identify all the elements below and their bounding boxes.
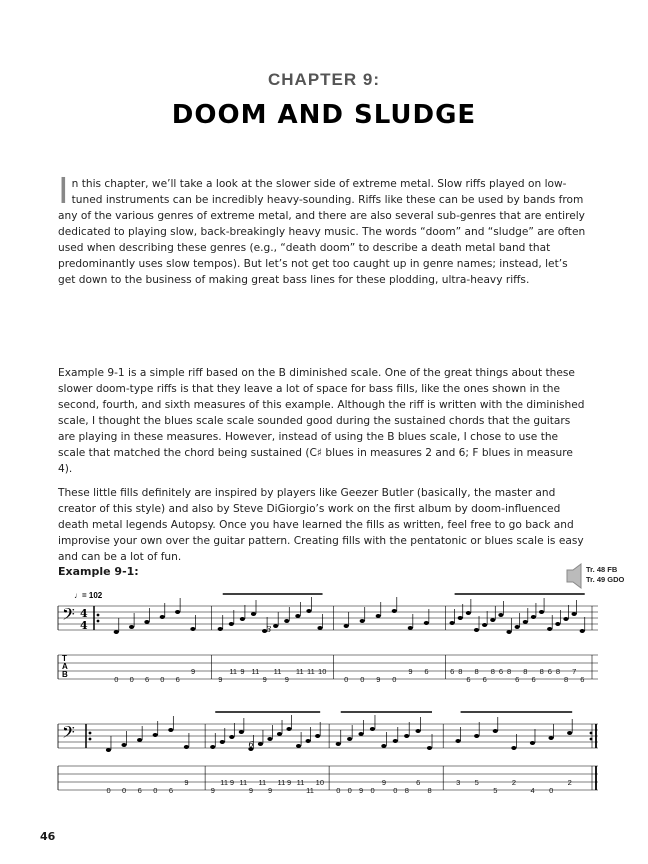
tab-number: 5 [474,778,479,787]
note-head [572,612,577,616]
page-number: 46 [40,830,56,843]
tab-number: 0 [393,786,398,795]
note-head [580,629,585,633]
note-head [284,619,289,623]
repeat-dot [97,614,100,617]
note-head [336,742,341,746]
tab-number: 0 [549,786,554,795]
tab-number: 8 [458,667,463,676]
note-head [567,731,572,735]
tab-number: 9 [287,778,292,787]
tab-number: 6 [498,667,504,676]
tab-number: 9 [262,675,267,684]
repeat-dot [590,732,593,735]
note-head [317,626,322,630]
note-head [392,609,397,613]
note-head [106,748,111,752]
note-head [190,627,195,631]
note-head [175,610,180,614]
tab-number: 11 [258,778,267,787]
tab-number: 8 [490,667,495,676]
note-head [376,614,381,618]
note-head [531,615,536,619]
tab-number: 9 [229,778,234,787]
tab-number: 6 [515,675,520,684]
note-head [358,732,363,736]
tab-number: 9 [184,778,189,787]
note-head [286,727,291,731]
note-head [393,739,398,743]
tab-number: 6 [531,675,536,684]
tab-number: 4 [530,786,535,795]
tab-number: 9 [240,667,245,676]
note-head [258,742,263,746]
note-head [306,609,311,613]
note-head [530,741,535,745]
note-head [370,727,375,731]
note-head [455,739,460,743]
tab-number: 8 [539,667,544,676]
tab-number: 0 [160,675,165,684]
tab-number: 0 [347,786,352,795]
tab-letter: A [62,662,68,671]
note-head [506,630,511,634]
tab-number: 9 [218,675,223,684]
note-head [493,729,498,733]
note-head [306,739,311,743]
tab-number: 0 [360,675,365,684]
tab-number: 8 [523,667,528,676]
note-head [450,621,455,625]
tab-number: 9 [381,778,387,787]
note-head [427,746,432,750]
tempo-marking: ♩= 102 [74,591,103,600]
repeat-dot [97,620,100,623]
note-head [129,625,134,629]
note-head [474,628,479,632]
note-head [144,620,149,624]
tuplet-marking: 3 [266,625,272,634]
tab-number: 6 [424,667,429,676]
tab-number: 8 [404,786,409,795]
tab-number: 8 [555,667,561,676]
note-head [220,740,225,744]
drop-cap: I [58,171,69,212]
tab-number: 6 [416,778,421,787]
tab-number: 6 [466,675,471,684]
tab-number: 8 [427,786,432,795]
time-signature-bottom: 4 [80,619,88,632]
tab-letter: T [62,654,67,663]
note-head [555,622,560,626]
note-head [153,733,158,737]
repeat-dot [89,738,92,741]
tab-number: 6 [168,786,173,795]
tab-number: 11 [273,667,282,676]
time-signature-top: 4 [80,607,88,620]
tab-number: 9 [359,786,364,795]
tab-number: 7 [572,667,577,676]
note-head [295,614,300,618]
note-head [273,624,278,628]
tab-number: 2 [567,778,572,787]
intro-text: n this chapter, we’ll take a look at the slower side of extreme metal. Slow riffs played on low-tuned instruments can be incredibly heavy-sounding. Riffs like these can be used by bands from any of the various genres of extreme metal, and there are also several sub-genres that are entirely dedicated to playing slow, back-breakingly heavy music. The words “doom” and “sludge” are often used when describing these genres (e.g., “death doom” to describe a death metal band that predominantly uses slow tempos). But let’s not get too caught up in genre names; instead, let’s get down to the business of making great bass lines for these plodding, ultra-heavy riffs. [58,178,586,286]
tab-number: 11 [306,667,315,676]
tab-number: 9 [284,675,289,684]
tab-number: 9 [376,675,381,684]
fills-paragraph: These little fills definitely are inspired by players like Geezer Butler (basically, the master and creator of this style) and also by Steve DiGiorgio’s work on the first album by doom-influenced death metal legends Autopsy. Once you have learned the fills as written, feel free to go back and improvise your own over the guitar pattern. Creating fills with the pentatonic or blues scale is easy and can be a lot of fun. [58,487,584,563]
tab-number: 0 [392,675,397,684]
note-head [184,745,189,749]
tab-number: 0 [122,786,127,795]
tab-number: 9 [190,667,196,676]
tab-number: 6 [175,675,180,684]
note-head [511,746,516,750]
tab-number: 9 [408,667,413,676]
note-head [490,618,495,622]
note-head [424,621,429,625]
tab-number: 0 [153,786,158,795]
note-head [408,626,413,630]
note-head [547,627,552,631]
tab-number: 6 [450,667,455,676]
tab-number: 5 [493,786,498,795]
tab-number: 8 [474,667,479,676]
note-head [137,738,142,742]
tab-number: 9 [267,786,273,795]
tab-number: 11 [296,778,305,787]
note-head [404,734,409,738]
note-head [416,729,421,733]
note-head [229,735,234,739]
note-head [239,730,244,734]
note-head [515,625,520,629]
note-head [458,616,463,620]
note-head [121,743,126,747]
example-description-paragraph: Example 9-1 is a simple riff based on the B diminished scale. One of the great things about these slower doom-type riffs is that they leave a lot of space for bass fills, like the ones shown in the second, fourth, and sixth measures of this example. Although the riff is written with the diminished scale, I thought the blues scale scale sounded good during the sustained chords that the guitars are playing in these measures. However, instead of using the B blues scale, I chose to use the scale that matched the chord being sustained (C♯ blues in measures 2 and 6; F blues in measure 4). [58,367,585,475]
note-head [277,732,282,736]
note-head [168,728,173,732]
bass-clef-icon: 𝄢 [62,604,75,628]
tab-number: 11 [277,778,286,787]
note-head [160,615,165,619]
tab-number: 0 [106,786,111,795]
tab-number: 11 [239,778,248,787]
note-head [381,744,386,748]
note-head [347,737,352,741]
tab-number: 11 [220,778,229,787]
example-title: Example 9-1: [58,565,139,578]
tab-number: 6 [580,675,585,684]
note-head [360,619,365,623]
staff-system-2 [58,712,598,795]
note-head [267,737,272,741]
tab-number: 0 [129,675,134,684]
chapter-label: CHAPTER 9: [267,70,380,89]
tab-number: 10 [315,778,325,787]
tab-number: 0 [336,786,341,795]
tab-number: 0 [114,675,119,684]
repeat-dot [89,732,92,735]
tab-number: 3 [456,778,461,787]
tab-number: 8 [507,667,512,676]
note-head [474,734,479,738]
note-head [114,630,119,634]
tab-number: 10 [318,667,327,676]
tab-number: 11 [229,667,238,676]
tab-number: 9 [248,786,254,795]
tab-number: 0 [370,786,375,795]
note-head [548,736,553,740]
tab-number: 8 [563,675,569,684]
tab-letter: B [62,670,68,679]
tab-number: 6 [144,675,150,684]
bass-clef-icon: 𝄢 [62,722,75,746]
repeat-dot [590,738,593,741]
note-head [210,745,215,749]
note-head [498,613,503,617]
tab-number: 11 [306,786,314,795]
tab-number: 2 [511,778,517,787]
note-head [229,622,234,626]
note-head [523,620,528,624]
track-label-1: Tr. 48 FB [586,565,618,574]
note-head [482,623,487,627]
tab-number: 6 [137,786,142,795]
tab-number: 6 [547,667,552,676]
tab-number: 0 [344,675,349,684]
note-head [315,734,320,738]
staff-system-1 [58,591,598,684]
tab-number: 9 [210,786,215,795]
note-head [466,611,471,615]
note-head [240,617,245,621]
track-label-2: Tr. 49 GDO [586,575,625,584]
note-head [251,612,256,616]
note-head [296,744,301,748]
chapter-title: DOOM AND SLUDGE [171,100,477,130]
note-head [539,610,544,614]
tuplet-marking: 6 [248,740,254,749]
note-head [218,627,223,631]
tab-number: 11 [251,667,260,676]
note-head [344,624,349,628]
note-head [563,617,568,621]
tab-number: 11 [295,667,304,676]
tab-number: 6 [482,675,487,684]
